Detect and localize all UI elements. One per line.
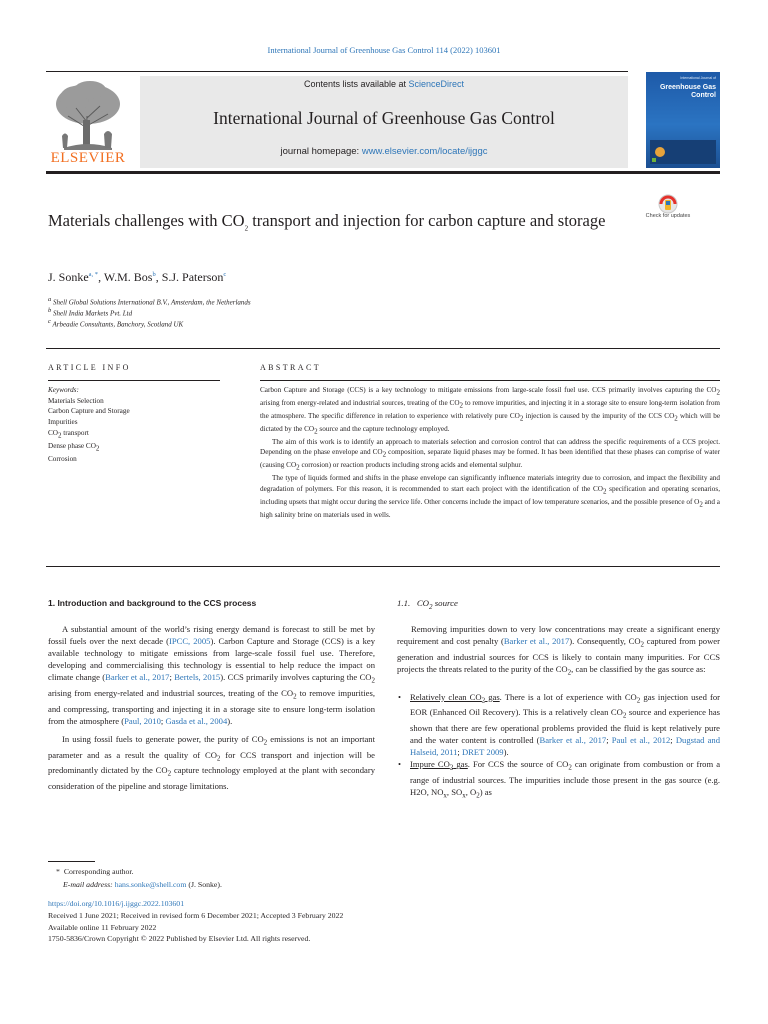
author-2-affiliation[interactable]: b <box>152 271 156 278</box>
journal-homepage-line <box>140 146 628 157</box>
cover-graphic <box>650 140 716 164</box>
email-suffix: (J. Sonke). <box>186 879 222 889</box>
abstract-paragraph: Carbon Capture and Storage (CCS) is a key technology to mitigate emissions from large-scale fossil fuel use. CCS primarily involves capturing the $CO_2$ arising from energy-related and industrial sources, treating of the $CO_2$ to remove impurities, and injecting it in a storage site to ensure long-term isolation from the atmosphere. The specific difference in relation to experience with relatively pure $CO_2$ injection is caused by the impurity of the CCS $CO_2$ which will be dictated by the $CO_2$ source and the capture technology employed. <box>260 386 721 436</box>
intro-paragraph-2: In using fossil fuels to generate power, the purity of $CO_2$ emissions is not an important parameter and as a result the quality of $CO_2$ for CCS transport and injection will be predominantly dictated by the $CO_2$ capture technology employed at the plant with secondary consideration of the pipeline and storage limitations. <box>48 733 376 792</box>
author-list: J. Sonke$^{a, *}$, W.M. Bos$^b$, S.J. Paterson$^c$ <box>48 270 227 284</box>
citation-link[interactable]: Paul et al., 2012 <box>611 735 671 746</box>
affiliation-c <box>48 318 183 328</box>
citation-link[interactable]: Barker et al., 2017 <box>539 735 607 746</box>
received-dates: Received 1 June 2021; Received in revised form 6 December 2021; Accepted 3 February 2022 <box>48 910 344 920</box>
article-info-top-rule <box>46 348 720 349</box>
bullet-impure-co2 <box>397 758 720 802</box>
title-part-2: transport and injection for carbon capture and storage <box>248 211 606 230</box>
sciencedirect-link[interactable]: ScienceDirect <box>408 79 465 89</box>
abstract-paragraph: The type of liquids formed and shifts in the phase envelope can significantly influence materials integrity due to corrosion, and impact the flexibility and degradation of polymers. For this reason, it is recommended to start each project with the identification of the $CO_2$ specification and operating scenarios, including upsets that might occur during the service life. Other concerns include the impact of low temperature scenarios, and the possible presence of $O_2$ and a high salinity brine on materials used in wells. <box>260 474 720 519</box>
right-column-body <box>397 623 720 802</box>
article-footer <box>48 898 343 945</box>
keywords-label: Keywords: <box>48 386 79 394</box>
homepage-prefix: journal homepage: <box>280 146 362 157</box>
text-run: A substantial amount of the world’s rising energy demand is forecast to still be met by fossil fuels over the next decade ( <box>48 624 375 647</box>
citation-link[interactable]: Gasda et al., 2004 <box>165 715 228 726</box>
citation-link[interactable]: Barker et al., 2017 <box>105 672 170 683</box>
abstract-bottom-rule <box>46 566 720 567</box>
subsection-title: $CO_2$ source <box>416 598 458 611</box>
citation-link[interactable]: Dugstad and Halseid, 2011 <box>410 735 720 758</box>
affiliation-b <box>48 307 132 317</box>
journal-homepage-link[interactable]: www.elsevier.com/locate/ijggc <box>361 146 488 157</box>
email-label: E-mail address: <box>63 879 115 889</box>
cover-subtitle: International Journal of <box>680 76 716 80</box>
contents-prefix: Contents lists available at <box>303 79 409 89</box>
bullet-label: Relatively clean $CO_2$ gas <box>410 691 500 705</box>
affiliation-text: Shell India Markets Pvt. Ltd <box>53 309 133 318</box>
affiliation-mark: a <box>48 296 52 303</box>
keyword-item: Dense phase $CO_2$ <box>48 441 100 453</box>
citation-link[interactable]: IPCC, 2005 <box>168 636 211 647</box>
email-link[interactable]: hans.sonke@shell.com <box>114 879 187 889</box>
header-top-rule <box>46 71 628 72</box>
affiliation-a <box>48 296 251 306</box>
citation-link[interactable]: Bertels, 2015 <box>174 672 221 683</box>
keywords-list <box>48 385 223 465</box>
journal-citation[interactable]: International Journal of Greenhouse Gas Control 114 (2022) 103601 <box>267 45 501 55</box>
available-online: Available online 11 February 2022 <box>48 922 157 932</box>
keyword-item: Impurities <box>48 418 78 427</box>
affiliation-text: Arbeadie Consultants, Banchory, Scotland UK <box>52 320 184 329</box>
keyword-item: Carbon Capture and Storage <box>48 407 130 416</box>
bullet-label: Impure $CO_2$ gas <box>410 759 468 773</box>
email-line <box>56 879 222 892</box>
citation-link[interactable]: Paul, 2010 <box>124 715 161 726</box>
check-for-updates-label[interactable]: Check for updates <box>645 213 691 219</box>
section-1-1-heading <box>397 598 458 611</box>
author-3: S.J. Paterson <box>161 270 224 284</box>
journal-title: International Journal of Greenhouse Gas Control <box>213 108 555 128</box>
footnote-rule <box>48 861 95 862</box>
text-run: Removing impurities down to very low concentrations may create a significant energy requirement and cost penalty ( <box>397 624 720 647</box>
article-title <box>48 210 628 239</box>
author-1-affiliation[interactable]: a, * <box>88 271 99 278</box>
article-info-heading: ARTICLE INFO <box>48 363 131 372</box>
cover-title: Greenhouse Gas Control <box>659 84 716 99</box>
author-2: W.M. Bos <box>103 270 153 284</box>
intro-paragraph-1: A substantial amount of the world’s rising energy demand is forecast to still be met by fossil fuels over the next decade (IPCC, 2005). Carbon Capture and Storage (CCS) is a key available technology to mitigate emissions from large-scale fossil fuel use. Therefore, developing and commercialising this technology is essential to help reduce the impact on climate change (Barker et al., 2017; Bertels, 2015). CCS primarily involves capturing the $CO_2$ arising from energy-related and industrial sources, treating of the $CO_2$ to remove impurities, and compressing, transporting and injecting it in a storage site to ensure long-term isolation from the atmosphere (Paul, 2010; Gasda et al., 2004). <box>48 624 376 726</box>
paragraph-gap <box>397 679 720 691</box>
abstract-rule <box>260 380 720 381</box>
citation-link[interactable]: DRET 2009 <box>461 747 504 758</box>
text-run: ). CCS primarily involves capturing the $CO_2$ arising from energy-related and industrial sources, treating of the $CO_2$ to remove impurities, and compressing, transporting and injecting it in a storage site to ensure long-term isolation from the atmosphere ( <box>48 672 376 726</box>
check-for-updates-icon[interactable] <box>648 192 688 232</box>
elsevier-wordmark: ELSEVIER <box>50 150 126 166</box>
corresponding-line <box>56 866 222 879</box>
author-1: J. Sonke <box>48 270 89 284</box>
corresponding-author-footnote <box>56 866 222 891</box>
subsection-number: 1.1. <box>397 598 411 608</box>
bullet-clean-co2: • Relatively clean $CO_2$ gas. There is a lot of experience with $CO_2$ gas injection used for EOR (Enhanced Oil Recovery). This is a relatively clean $CO_2$ source and experience has shown that there are few operational problems provided the fluid is kept relatively pure and the water content is controlled (Barker et al., 2017; Paul et al., 2012; Dugstad and Halseid, 2011; DRET 2009). <box>397 691 720 759</box>
copyright-line: 1750-5836/Crown Copyright © 2022 Published by Elsevier Ltd. All rights reserved. <box>48 934 311 944</box>
affiliation-mark: c <box>48 318 51 325</box>
section-1-heading: 1. Introduction and background to the CCS process <box>48 598 257 608</box>
left-column-body <box>48 623 375 792</box>
header-bottom-rule <box>46 171 720 174</box>
text-run: . For CCS the source of $CO_2$ can originate from combustion or from a range of industrial sources. The impurities include those present in the gas source (e.g. H2O, $NO_x$, $SO_x$, $O_2$) as <box>410 759 721 800</box>
text-run: . There is a lot of experience with $CO_2$ gas injection used for EOR (Enhanced Oil Recovery). This is a relatively clean $CO_2$ source and experience has shown that there are few operational problems provided the fluid is kept relatively pure and the water content is controlled ( <box>410 691 720 746</box>
doi-link[interactable]: https://doi.org/10.1016/j.ijggc.2022.103601 <box>48 899 185 908</box>
keyword-item: Materials Selection <box>48 396 104 405</box>
source-paragraph <box>397 623 720 679</box>
author-3-affiliation[interactable]: c <box>223 271 227 278</box>
title-part-1: Materials challenges with CO <box>48 211 245 230</box>
text-run: ). Consequently, $CO_2$ captured from power generation and industrial sources for CCS is likely to contain many impurities. For CCS projects the threats related to the purity of the $CO_2$, can be classified by the gas source as: <box>397 636 720 677</box>
title-subscript: 2 <box>244 224 249 233</box>
affiliation-mark: b <box>48 307 52 314</box>
abstract-heading: ABSTRACT <box>260 363 321 372</box>
citation-link[interactable]: Barker et al., 2017 <box>503 636 570 647</box>
text-run: ). Carbon Capture and Storage (CCS) is a key available technology to mitigate emissions from large-scale fossil fuel use. Therefore, developing and commercialising this technology is essential to help reduce the impact on climate change ( <box>48 636 376 683</box>
keyword-item: Corrosion <box>48 455 77 464</box>
affiliation-text: Shell Global Solutions International B.V., Amsterdam, the Netherlands <box>53 298 251 307</box>
footnote-mark: * <box>56 867 60 876</box>
contents-lists-line <box>140 79 628 89</box>
abstract-body <box>260 385 720 521</box>
corresponding-text: Corresponding author. <box>63 867 134 876</box>
keyword-item: $CO_2$ transport <box>48 428 89 440</box>
article-info-rule <box>48 380 220 381</box>
abstract-paragraph: The aim of this work is to identify an approach to materials selection and corrosion control that can address the specific requirements of a CCS project. Depending on the phase envelope and $CO_2$ composition, separate liquid phases may be formed. It has been identified that these phases can comprise of water (causing $CO_2$ corrosion) or reaction products including strong acids and elemental sulphur. <box>260 437 720 472</box>
